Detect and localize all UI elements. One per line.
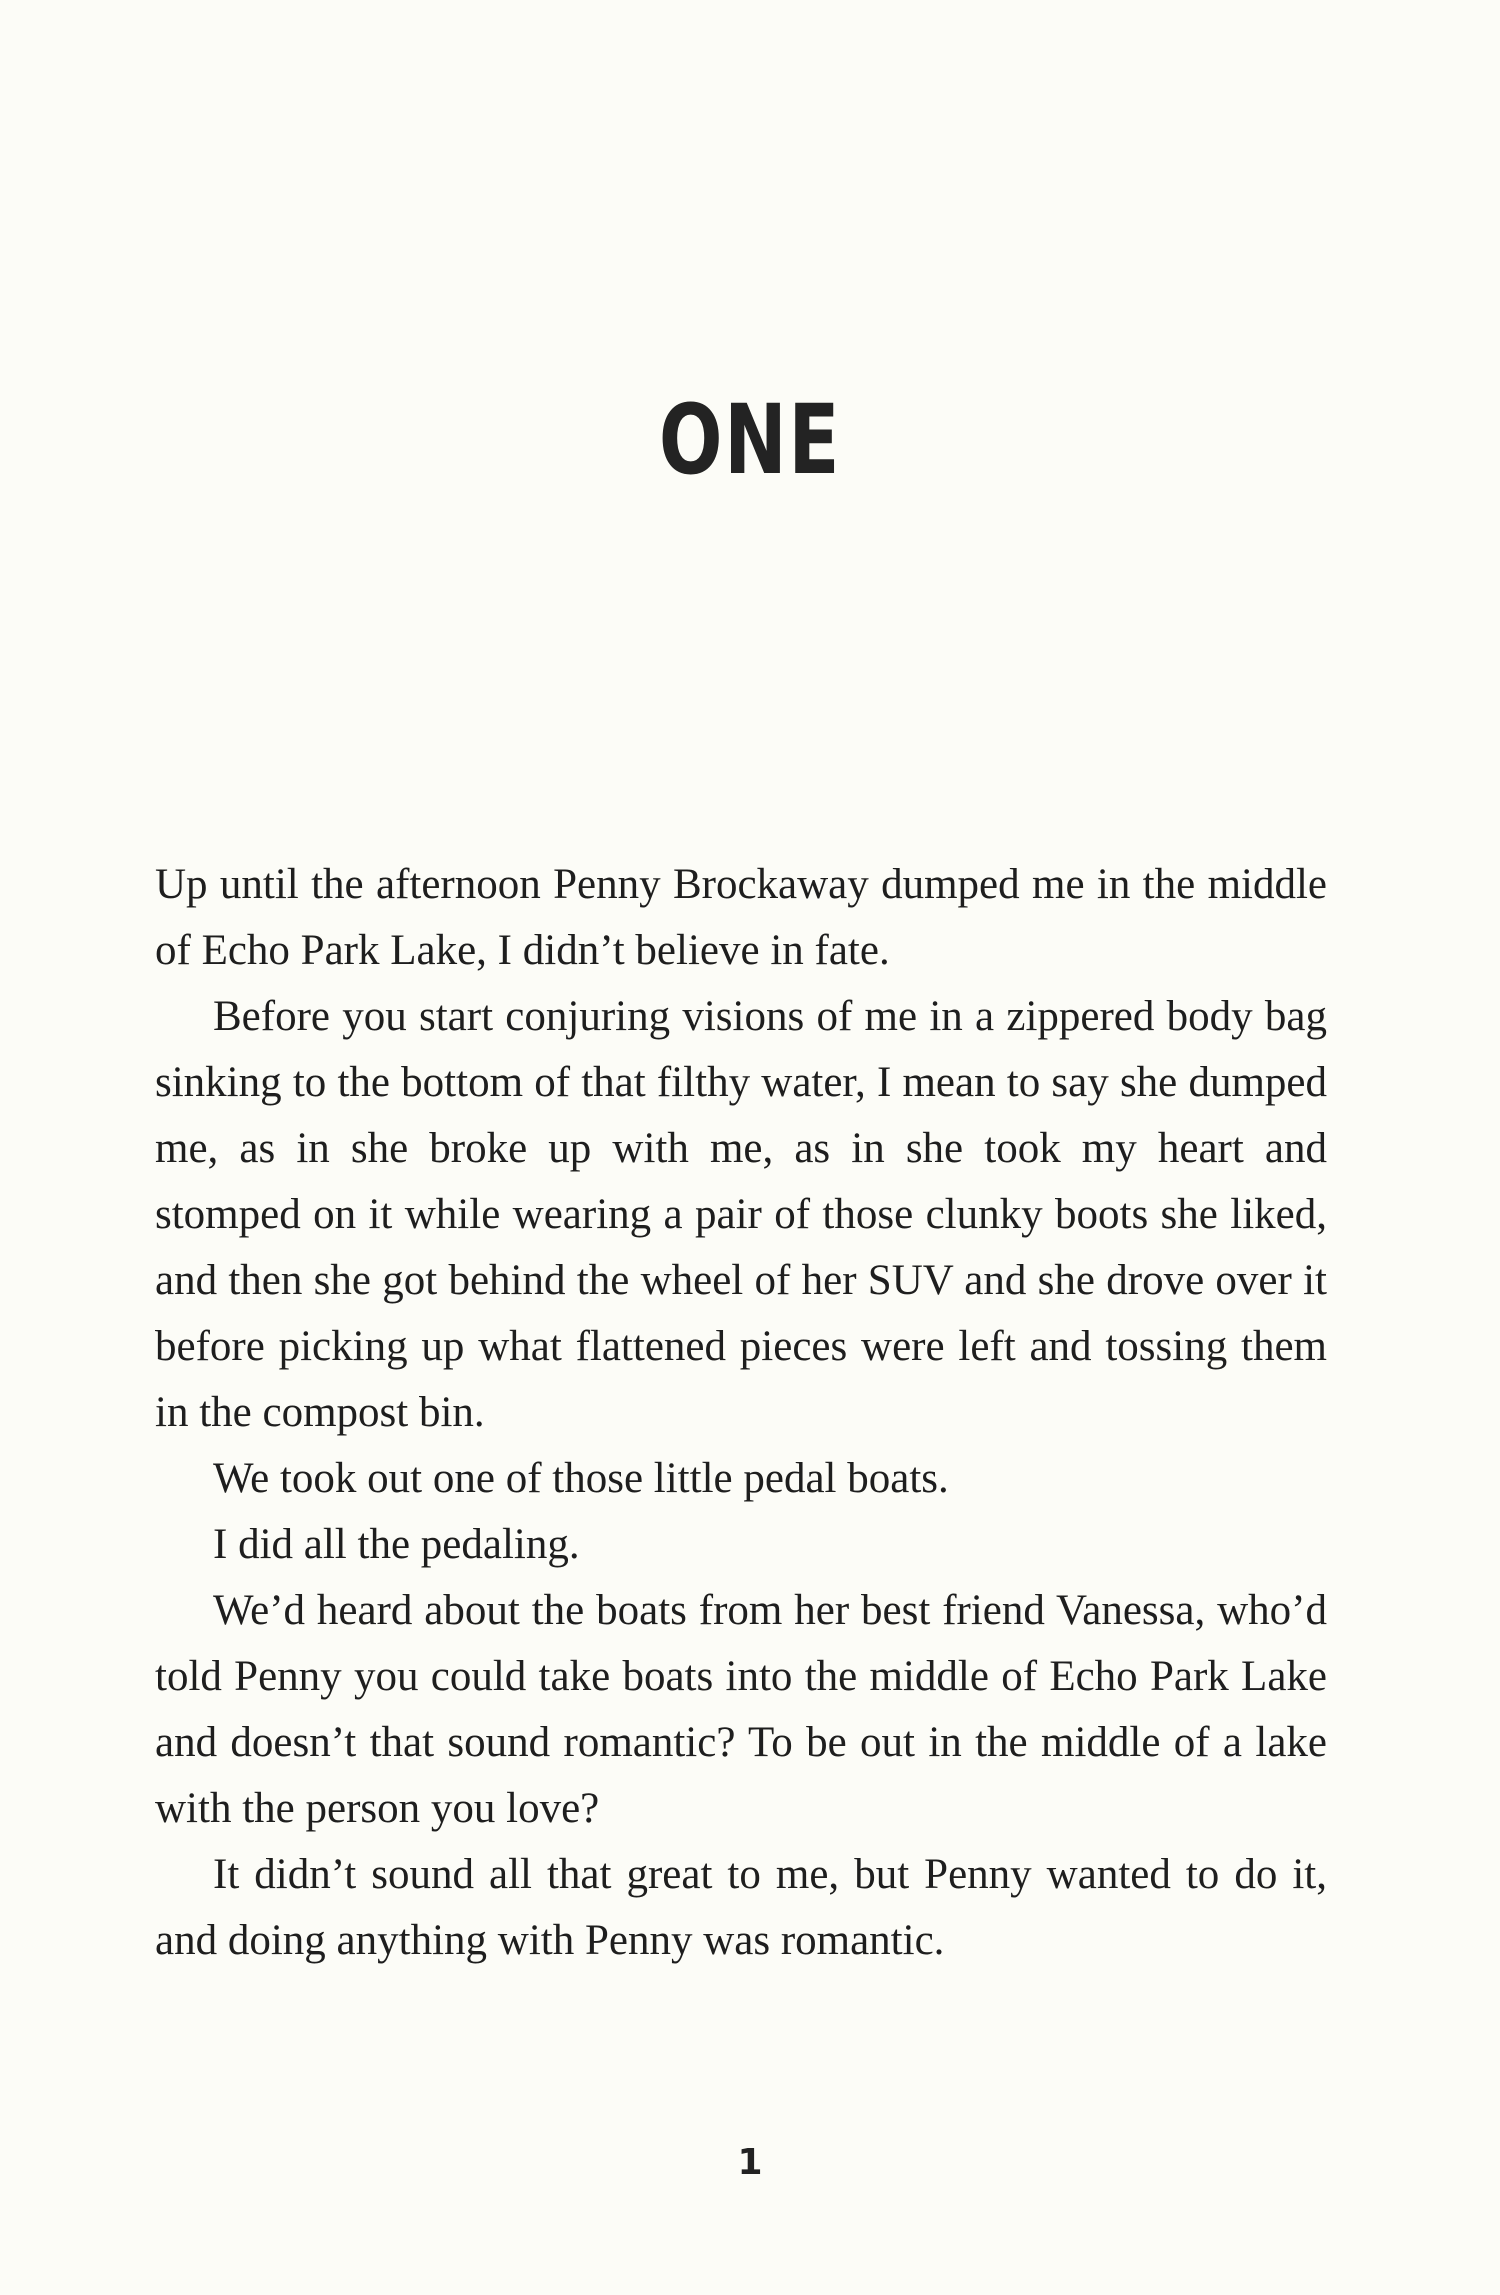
chapter-body [155, 852, 1327, 1974]
paragraph: We’d heard about the boats from her best friend Vanessa, who’d told Penny you could take boats into the middle of Echo Park Lake and doesn’t that sound romantic? To be out in the middle of a lake with the person you love? [155, 1587, 1327, 1832]
paragraph: I did all the pedaling. [213, 1521, 580, 1568]
chapter-title: ONE [658, 384, 842, 496]
paragraph: It didn’t sound all that great to me, but Penny wanted to do it, and doing anything with Penny was romantic. [155, 1851, 1327, 1964]
paragraph: Before you start conjuring visions of me in a zippered body bag sinking to the bottom of that filthy water, I mean to say she dumped me, as in she broke up with me, as in she took my heart and stomped on it while wearing a pair of those clunky boots she liked, and then she got behind the wheel of her SUV and she drove over it before picking up what flattened pieces were left and tossing them in the compost bin. [155, 993, 1327, 1436]
page-number: 1 [737, 2142, 763, 2183]
paragraph: We took out one of those little pedal boats. [213, 1455, 949, 1502]
paragraph: Up until the afternoon Penny Brockaway dumped me in the middle of Echo Park Lake, I didn’t believe in fate. [155, 861, 1327, 974]
